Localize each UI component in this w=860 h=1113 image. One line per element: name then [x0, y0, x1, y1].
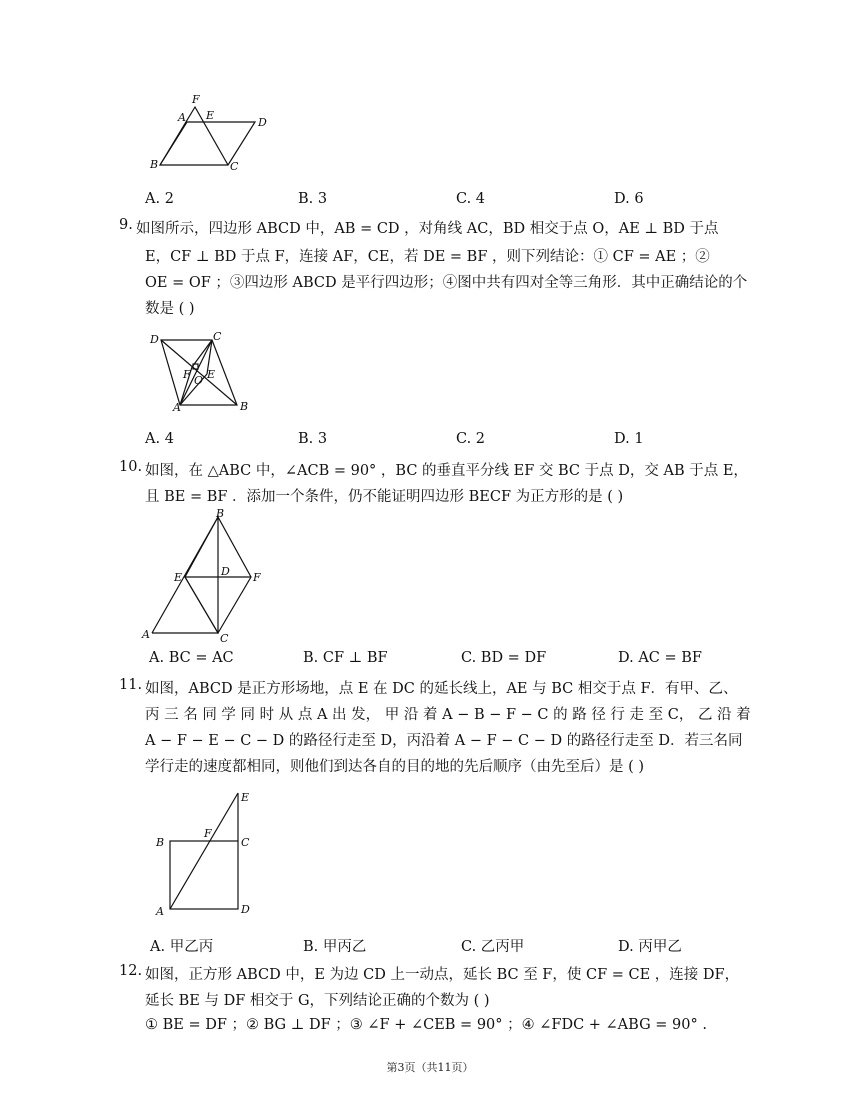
- q9-label-b: B: [240, 400, 249, 413]
- q8-option-a[interactable]: A. 2: [145, 191, 174, 207]
- q11-label-b: B: [156, 836, 165, 849]
- q11-label-f: F: [204, 827, 212, 840]
- q11-line-1: 如图，ABCD 是正方形场地，点 E 在 DC 的延长线上，AE 与 BC 相交于点 F．有甲、乙、: [145, 681, 738, 697]
- q10-option-d[interactable]: D. AC = BF: [618, 650, 702, 666]
- q12-line-3: ① BE = DF ；② BG ⊥ DF ；③ ∠F + ∠CEB = 90° ；④ ∠FDC + ∠ABG = 90° .: [145, 1017, 707, 1033]
- q12-line-1: 如图，正方形 ABCD 中，E 为边 CD 上一动点，延长 BC 至 F，使 CF = CE ，连接 DF，: [145, 967, 740, 983]
- q9-label-e: E: [207, 368, 216, 381]
- q10-option-a[interactable]: A. BC = AC: [149, 650, 234, 666]
- q10-option-b[interactable]: B. CF ⊥ BF: [303, 650, 388, 666]
- q12-line-2: 延长 BE 与 DF 相交于 G，下列结论正确的个数为 ( ): [145, 993, 490, 1009]
- q11-number: 11.: [119, 677, 143, 693]
- q9-label-o: O: [194, 374, 204, 387]
- q10-option-c[interactable]: C. BD = DF: [461, 650, 547, 666]
- q10-label-b: B: [216, 507, 225, 520]
- q10-label-e: E: [174, 571, 183, 584]
- q8-label-d: D: [258, 116, 267, 129]
- q10-label-a: A: [142, 628, 150, 641]
- q8-label-e: E: [206, 109, 215, 122]
- q10-label-f: F: [253, 571, 261, 584]
- q9-line-4: 数是 ( ): [145, 301, 195, 317]
- q11-line-ae: [170, 793, 238, 909]
- q11-line-4: 学行走的速度都相同，则他们到达各自的目的地的先后顺序（由先至后）是 ( ): [145, 759, 645, 775]
- q10-number: 10.: [119, 459, 143, 475]
- q9-label-d: D: [150, 333, 159, 346]
- q9-option-b[interactable]: B. 3: [298, 431, 328, 447]
- q8-label-c: C: [230, 160, 239, 173]
- q8-option-b[interactable]: B. 3: [298, 191, 328, 207]
- q11-option-b[interactable]: B. 甲丙乙: [303, 939, 367, 955]
- q9-label-a: A: [173, 401, 181, 414]
- q9-option-d[interactable]: D. 1: [614, 431, 644, 447]
- q10-label-c: C: [220, 632, 229, 645]
- q11-label-a: A: [156, 905, 164, 918]
- q11-figure: [150, 785, 260, 920]
- q10-line-2: 且 BE = BF ．添加一个条件，仍不能证明四边形 BECF 为正方形的是 ( ): [145, 489, 624, 505]
- q12-number: 12.: [119, 963, 143, 979]
- q9-line-2: E，CF ⊥ BD 于点 F，连接 AF，CE，若 DE = BF ，则下列结论：① CF = AE ；②: [145, 249, 710, 265]
- q11-option-a[interactable]: A. 甲乙丙: [150, 939, 214, 955]
- q11-line-2: 丙 三 名 同 学 同 时 从 点 A 出 发， 甲 沿 着 A − B − F − C 的 路 径 行 走 至 C， 乙 沿 着: [145, 707, 751, 723]
- q8-figure: [140, 90, 280, 180]
- q8-label-b: B: [150, 158, 159, 171]
- q11-line-3: A − F − E − C − D 的路径行走至 D，丙沿着 A − F − C − D 的路径行走至 D．若三名同: [145, 733, 743, 749]
- q8-label-f: F: [192, 93, 200, 106]
- q9-diagonal-db: [161, 340, 237, 405]
- q8-label-a: A: [178, 111, 186, 124]
- q9-figure: [145, 330, 260, 415]
- q8-option-c[interactable]: C. 4: [456, 191, 486, 207]
- q11-option-d[interactable]: D. 丙甲乙: [618, 939, 682, 955]
- q11-label-c: C: [241, 836, 250, 849]
- q10-figure: [140, 505, 275, 645]
- q9-option-c[interactable]: C. 2: [456, 431, 486, 447]
- q8-option-d[interactable]: D. 6: [614, 191, 644, 207]
- q8-triangle-lines: [160, 107, 228, 165]
- q11-label-e: E: [241, 791, 250, 804]
- q9-label-c: C: [213, 330, 222, 343]
- q9-number: 9.: [119, 217, 133, 233]
- q11-label-d: D: [241, 903, 250, 916]
- q10-label-d: D: [221, 565, 230, 578]
- q9-line-1: 如图所示，四边形 ABCD 中，AB = CD ，对角线 AC，BD 相交于点 O，AE ⊥ BD 于点: [136, 221, 719, 237]
- q10-line-ec: [185, 577, 218, 633]
- page-footer: 第3页（共11页）: [386, 1061, 474, 1074]
- q10-line-1: 如图，在 △ABC 中，∠ACB = 90° ，BC 的垂直平分线 EF 交 BC 于点 D，交 AB 于点 E，: [145, 463, 748, 479]
- q9-line-3: OE = OF ；③四边形 ABCD 是平行四边形；④图中共有四对全等三角形．其中正确结论的个: [145, 275, 748, 291]
- q11-option-c[interactable]: C. 乙丙甲: [461, 939, 525, 955]
- q9-option-a[interactable]: A. 4: [145, 431, 174, 447]
- q9-label-f: F: [183, 368, 191, 381]
